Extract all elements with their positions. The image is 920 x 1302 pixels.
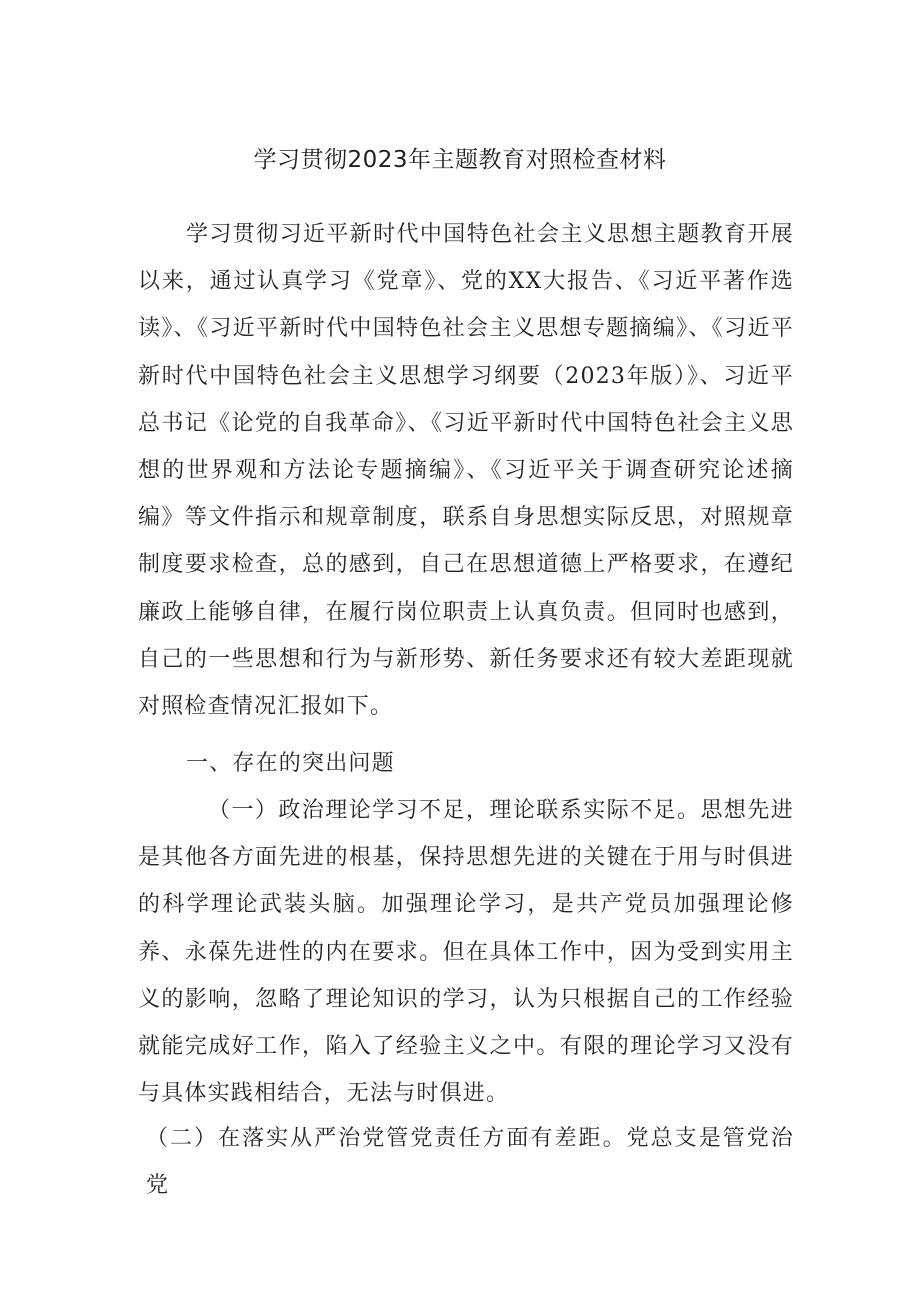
document-title: 学习贯彻2023年主题教育对照检查材料 [253,147,667,173]
problem-item-1: （一）政治理论学习不足，理论联系实际不足。思想先进是其他各方面先进的根基，保持思想先进的关键在于用与时俱进的科学理论武装头脑。加强理论学习，是共产党员加强理论修养、永葆先进性的内在要求。但在具体工作中，因为受到实用主义的影响，忽略了理论知识的学习，认为只根据自己的工作经验就能完成好工作，陷入了经验主义之中。有限的理论学习又没有与具体实践相结合，无法与时俱进。 [138,798,794,1107]
problem-item-2: （二）在落实从严治党管党责任方面有差距。党总支是管党治党 [146,1126,794,1199]
section-heading-problems: 一、存在的突出问题 [186,751,395,776]
intro-paragraph: 学习贯彻习近平新时代中国特色社会主义思想主题教育开展以来，通过认真学习《党章》、党的XX大报告、《习近平著作选读》、《习近平新时代中国特色社会主义思想专题摘编》、《习近平新时代中国特色社会主义思想学习纲要（2023年版）》、习近平总书记《论党的自我革命》、《习近平新时代中国特色社会主义思想的世界观和方法论专题摘编》、《习近平关于调查研究论述摘编》等文件指示和规章制度，联系自身思想实际反思，对照规章制度要求检查，总的感到，自己在思想道德上严格要求，在遵纪廉政上能够自律，在履行岗位职责上认真负责。但同时也感到，自己的一些思想和行为与新形势、新任务要求还有较大差距现就对照检查情况汇报如下。 [138,222,794,720]
